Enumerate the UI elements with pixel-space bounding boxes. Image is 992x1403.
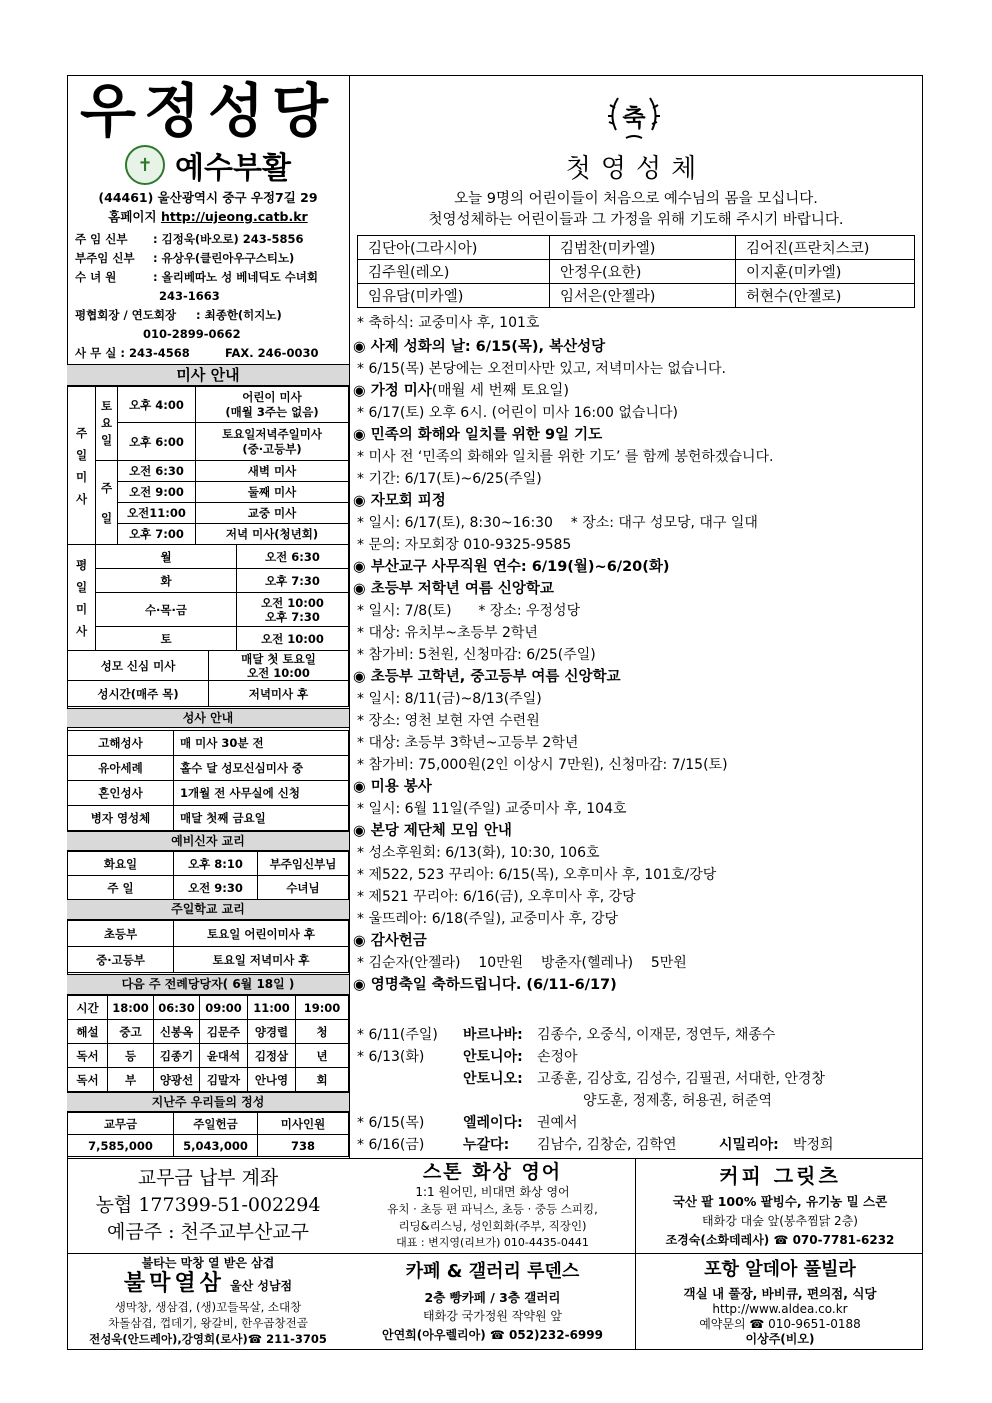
offering-col: 미사인원 bbox=[258, 1113, 349, 1135]
notice-line: * 울뜨레아: 6/18(주일), 교중미사 후, 강당 bbox=[357, 911, 619, 927]
notice-line: * 제522, 523 꾸리아: 6/15(목), 오후미사 후, 101호/강당 bbox=[357, 867, 717, 883]
notice-list bbox=[353, 336, 919, 996]
notice-line: * 대상: 초등부 3학년~고등부 2학년 bbox=[357, 735, 579, 751]
liturgy-cell: 회 bbox=[296, 1068, 349, 1092]
mass-name: 토요일저녁주일미사 (중·고등부) bbox=[196, 423, 349, 461]
notice-line: * 일시: 6월 11일(주일) 교중미사 후, 104호 bbox=[357, 801, 627, 817]
catechumen-header: 예비신자 교리 bbox=[67, 831, 349, 851]
sunday-label: 주 일 bbox=[96, 461, 118, 545]
notice-line: * 6/15(목) 본당에는 오전미사만 있고, 저녁미사는 없습니다. bbox=[357, 361, 726, 377]
sacrament-label: 병자 영성체 bbox=[68, 806, 174, 831]
celebration-badge bbox=[604, 90, 664, 144]
holy-hour-time: 저녁미사 후 bbox=[209, 681, 349, 707]
notice-line: * 대상: 유치부~초등부 2학년 bbox=[357, 625, 538, 641]
nameday-list bbox=[357, 1024, 917, 1156]
liturgy-cell: 김정삼 bbox=[248, 1044, 296, 1068]
child-name: 김단아(그라시아) bbox=[358, 236, 550, 260]
catechumen-teacher: 부주임신부님 bbox=[258, 852, 349, 876]
catechumen-time: 오후 8:10 bbox=[174, 852, 258, 876]
notice-heading: ◉ 가정 미사(매월 세 번째 토요일) bbox=[353, 383, 569, 399]
weekday: 수·목·금 bbox=[96, 593, 237, 627]
tithe-account-box bbox=[67, 1160, 349, 1252]
tithe-holder: 예금주 : 천주교부산교구 bbox=[106, 1221, 310, 1243]
liturgy-col: 09:00 bbox=[200, 996, 248, 1020]
ad-cafe-contact: 안연희(아우렐리아) ☎ 052)232-6999 bbox=[382, 1328, 603, 1342]
ad-bulmak-title-row bbox=[67, 1271, 349, 1299]
weekday: 화 bbox=[96, 569, 237, 593]
liturgy-cell: 김문주 bbox=[200, 1020, 248, 1044]
notice-line: * 장소: 영천 보현 자연 수련원 bbox=[357, 713, 540, 729]
mass-name: 새벽 미사 bbox=[196, 461, 349, 482]
weekday-mass-table bbox=[67, 544, 349, 651]
school-level: 초등부 bbox=[68, 921, 174, 947]
ad-english bbox=[350, 1160, 635, 1252]
mass-time: 오전 6:30 bbox=[118, 461, 196, 482]
ad-bulmak-contact: 전성욱(안드레아),강영희(로사)☎ 211-3705 bbox=[89, 1332, 327, 1346]
communion-intro-2: 첫영성체하는 어린이들과 그 가정을 위해 기도해 주시기 바랍니다. bbox=[428, 212, 844, 228]
notice-line: * 일시: 6/17(토), 8:30~16:30 * 장소: 대구 성모당, 대구 일대 bbox=[357, 515, 758, 531]
ad-pool-line: 객실 내 풀장, 바비큐, 편의점, 식당 bbox=[683, 1286, 877, 1301]
catechumen-table bbox=[67, 851, 349, 900]
liturgy-cell: 청 bbox=[296, 1020, 349, 1044]
child-name: 이지훈(미카엘) bbox=[736, 260, 915, 284]
notice-heading: ◉ 감사헌금 bbox=[353, 933, 427, 949]
sacrament-label: 혼인성사 bbox=[68, 781, 174, 806]
ad-bulmak-branch: 울산 성남점 bbox=[229, 1279, 293, 1293]
ad-english-contact: 대표 : 변지영(리브가) 010-4435-0441 bbox=[396, 1236, 589, 1249]
liturgy-cell: 년 bbox=[296, 1044, 349, 1068]
badge-text: 축 bbox=[622, 104, 646, 132]
bullet-icon: ◉ bbox=[353, 493, 371, 509]
school-level: 중·고등부 bbox=[68, 947, 174, 973]
liturgy-col: 18:00 bbox=[108, 996, 154, 1020]
liturgy-cell: 독서 bbox=[68, 1068, 108, 1092]
notice-line: * 제521 꾸리아: 6/16(금), 오후미사 후, 강당 bbox=[357, 889, 636, 905]
liturgy-table bbox=[67, 995, 349, 1092]
sacrament-label: 고해성사 bbox=[68, 731, 174, 756]
parish-name: 우정성당 bbox=[79, 77, 337, 145]
sacrament-value: 매달 첫째 금요일 bbox=[174, 806, 349, 831]
child-name: 김주원(레오) bbox=[358, 260, 550, 284]
bullet-icon: ◉ bbox=[353, 383, 371, 399]
homepage-label: 홈페이지 bbox=[108, 209, 157, 224]
bullet-icon: ◉ bbox=[353, 339, 371, 355]
mass-name: 어린이 미사 (매월 3주는 없음) bbox=[196, 387, 349, 423]
offering-table bbox=[67, 1112, 349, 1157]
ad-english-title: 스톤 화상 영어 bbox=[422, 1161, 563, 1183]
mass-table bbox=[67, 386, 349, 545]
ad-pool-phone: 예약문의 ☎ 010-9651-0188 bbox=[699, 1317, 861, 1331]
liturgy-col: 시간 bbox=[68, 996, 108, 1020]
notice-heading: ◉ 자모회 피정 bbox=[353, 493, 446, 509]
weekday-time: 오전 10:00 bbox=[237, 627, 349, 651]
ad-pool-title: 포항 알데아 풀빌라 bbox=[704, 1259, 856, 1280]
staff-row: 평협회장 / 연도회장 : 최종한(히지노) bbox=[75, 308, 282, 322]
notice-line: * 참가비: 75,000원(2인 이상시 7만원), 신청마감: 7/15(토) bbox=[357, 757, 728, 773]
ad-english-line: 1:1 원어민, 비대면 화상 영어 bbox=[415, 1185, 570, 1199]
mass-time: 오전11:00 bbox=[118, 503, 196, 524]
ad-cafe-title: 카페 & 갤러리 루덴스 bbox=[405, 1261, 580, 1282]
ad-pool-owner: 이상주(비오) bbox=[745, 1332, 815, 1346]
liturgy-cell: 양광선 bbox=[154, 1068, 200, 1092]
marian-mass-time: 매달 첫 토요일 오전 10:00 bbox=[209, 651, 349, 681]
ad-pool-url[interactable]: http://www.aldea.co.kr bbox=[712, 1302, 848, 1316]
mass-time: 오후 6:00 bbox=[118, 423, 196, 461]
ad-coffee-title: 커피 그릿츠 bbox=[719, 1164, 841, 1188]
ad-bulmak-title: 불막열삼 bbox=[123, 1271, 225, 1296]
liturgy-cell: 신봉옥 bbox=[154, 1020, 200, 1044]
liturgy-cell: 김종기 bbox=[154, 1044, 200, 1068]
school-time: 토요일 저녁미사 후 bbox=[174, 947, 349, 973]
liturgy-cell: 독서 bbox=[68, 1044, 108, 1068]
tithe-account: 농협 177399-51-002294 bbox=[95, 1194, 321, 1216]
holy-hour-label: 성시간(매주 목) bbox=[68, 681, 209, 707]
liturgy-cell: 김말자 bbox=[200, 1068, 248, 1092]
offering-header: 지난주 우리들의 정성 bbox=[67, 1092, 349, 1112]
ad-poolvilla bbox=[637, 1255, 923, 1350]
sunday-mass-label: 주 일 미 사 bbox=[68, 387, 96, 545]
liturgy-cell: 중고 bbox=[108, 1020, 154, 1044]
offering-value: 5,043,000 bbox=[174, 1135, 258, 1157]
ad-bulmak-tagline: 불타는 막창 열 받은 삼겹 bbox=[141, 1256, 275, 1270]
bullet-icon: ◉ bbox=[353, 977, 371, 993]
staff-list bbox=[75, 230, 345, 363]
sacrament-header: 성사 안내 bbox=[67, 708, 349, 728]
ad-coffee bbox=[637, 1160, 923, 1252]
ad-english-line: 유치 · 초등 편 파닉스, 초등 · 중등 스피킹, bbox=[387, 1202, 598, 1216]
sacrament-table bbox=[67, 730, 349, 831]
offering-col: 주일헌금 bbox=[174, 1113, 258, 1135]
marian-mass-label: 성모 신심 미사 bbox=[68, 651, 209, 681]
liturgy-cell: 등 bbox=[108, 1044, 154, 1068]
liturgy-cell: 안나영 bbox=[248, 1068, 296, 1092]
staff-row: 010-2899-0662 bbox=[143, 327, 241, 341]
weekday-time: 오전 10:00 오후 7:30 bbox=[237, 593, 349, 627]
homepage-link[interactable]: http://ujeong.catb.kr bbox=[160, 209, 308, 224]
bullet-icon: ◉ bbox=[353, 427, 371, 443]
ad-coffee-contact: 조경숙(소화데레사) ☎ 070-7781-6232 bbox=[665, 1233, 895, 1247]
school-time: 토요일 어린이미사 후 bbox=[174, 921, 349, 947]
notice-heading: ◉ 민족의 화해와 일치를 위한 9일 기도 bbox=[353, 427, 603, 443]
nameday-row: 양도훈, 정제홍, 허용권, 허준역 bbox=[583, 1093, 772, 1109]
liturgy-col: 11:00 bbox=[248, 996, 296, 1020]
weekday: 월 bbox=[96, 545, 237, 569]
staff-row: 243-1663 bbox=[159, 289, 220, 303]
nameday-row: * 6/13(화) 안토니아: 손정아 bbox=[357, 1049, 578, 1065]
mass-time: 오전 9:00 bbox=[118, 482, 196, 503]
nameday-row: * 6/16(금) 누갈다: 김남수, 김창순, 김학연 시밀리아: 박정희 bbox=[357, 1137, 834, 1153]
ad-cafe-line: 태화강 국가정원 작약원 앞 bbox=[423, 1309, 562, 1323]
catechumen-teacher: 수녀님 bbox=[258, 876, 349, 900]
notice-heading: ◉ 본당 제단체 모임 안내 bbox=[353, 823, 512, 839]
bullet-icon: ◉ bbox=[353, 669, 371, 685]
nameday-row: * 6/11(주일) 바르나바: 김종수, 오중식, 이재문, 정연두, 채종수 bbox=[357, 1027, 776, 1043]
liturgy-cell: 윤대석 bbox=[200, 1044, 248, 1068]
child-name: 임유담(미카엘) bbox=[358, 284, 550, 308]
notice-heading: ◉ 영명축일 축하드립니다. (6/11-6/17) bbox=[353, 977, 617, 993]
tithe-title: 교무금 납부 계좌 bbox=[137, 1167, 279, 1189]
notice-heading: ◉ 사제 성화의 날: 6/15(목), 복산성당 bbox=[353, 339, 606, 355]
bullet-icon: ◉ bbox=[353, 559, 371, 575]
staff-row: 주 임 신부 : 김정욱(바오로) 243-5856 bbox=[75, 232, 304, 246]
notice-line: * 6/17(토) 오후 6시. (어린이 미사 16:00 없습니다) bbox=[357, 405, 678, 421]
weekday-mass-label: 평 일 미 사 bbox=[68, 545, 96, 651]
ads-divider bbox=[635, 1158, 636, 1350]
notice-line: * 기간: 6/17(토)~6/25(주일) bbox=[357, 471, 542, 487]
notice-line: * 일시: 8/11(금)~8/13(주일) bbox=[357, 691, 542, 707]
address: (44461) 울산광역시 중구 우정7길 29 bbox=[98, 190, 318, 205]
ad-cafe bbox=[350, 1255, 635, 1350]
ad-bulmak bbox=[67, 1255, 349, 1350]
communion-children-table bbox=[357, 235, 915, 308]
child-name: 김어진(프란치스코) bbox=[736, 236, 915, 260]
bullet-icon: ◉ bbox=[353, 779, 371, 795]
notice-line: * 참가비: 5천원, 신청마감: 6/25(주일) bbox=[357, 647, 596, 663]
liturgy-cell: 양경렬 bbox=[248, 1020, 296, 1044]
bullet-icon: ◉ bbox=[353, 581, 371, 597]
notice-line: * 미사 전 ‘민족의 화해와 일치를 위한 기도’ 를 함께 봉헌하겠습니다. bbox=[357, 449, 774, 465]
notice-heading: ◉ 초등부 저학년 여름 신앙학교 bbox=[353, 581, 554, 597]
sunday-school-table bbox=[67, 920, 349, 973]
bullet-icon: ◉ bbox=[353, 933, 371, 949]
homepage-line bbox=[67, 207, 349, 225]
liturgy-cell: 해설 bbox=[68, 1020, 108, 1044]
notice-heading: ◉ 미용 봉사 bbox=[353, 779, 432, 795]
offering-value: 738 bbox=[258, 1135, 349, 1157]
mass-name: 둘째 미사 bbox=[196, 482, 349, 503]
liturgy-header: 다음 주 전례당당자( 6월 18일 ) bbox=[67, 974, 349, 995]
slogan-row bbox=[67, 143, 349, 187]
communion-title: 첫영성체 bbox=[565, 154, 707, 184]
ad-coffee-line: 태화강 대숲 앞(봉추찜닭 2층) bbox=[702, 1214, 858, 1228]
liturgy-col: 06:30 bbox=[154, 996, 200, 1020]
mass-name: 저녁 미사(청년회) bbox=[196, 524, 349, 545]
catechumen-day: 주 일 bbox=[68, 876, 174, 900]
staff-row: 부주임 신부 : 유상우(클린아우구스티노) bbox=[75, 251, 295, 265]
offering-value: 7,585,000 bbox=[68, 1135, 174, 1157]
notice-line: * 성소후원회: 6/13(화), 10:30, 106호 bbox=[357, 845, 600, 861]
bullet-icon: ◉ bbox=[353, 823, 371, 839]
nameday-row: * 6/15(목) 엘레이다: 권예서 bbox=[357, 1115, 578, 1131]
office-row: 사 무 실 : 243-4568 FAX. 246-0030 bbox=[75, 346, 319, 360]
liturgy-col: 19:00 bbox=[296, 996, 349, 1020]
weekday-time: 오후 7:30 bbox=[237, 569, 349, 593]
slogan: 예수부활 bbox=[175, 151, 291, 186]
communion-party: * 축하식: 교중미사 후, 101호 bbox=[357, 315, 540, 331]
ad-bulmak-menu: 차돌삼겹, 껍데기, 왕갈비, 한우곱창전골 bbox=[108, 1316, 308, 1330]
offering-col: 교무금 bbox=[68, 1113, 174, 1135]
sacrament-value: 홀수 달 성모신심미사 중 bbox=[174, 756, 349, 781]
ads-divider bbox=[67, 1158, 923, 1159]
weekday: 토 bbox=[96, 627, 237, 651]
child-name: 허현수(안젤로) bbox=[736, 284, 915, 308]
catechumen-time: 오전 9:30 bbox=[174, 876, 258, 900]
weekday-time: 오전 6:30 bbox=[237, 545, 349, 569]
sacrament-label: 유아세례 bbox=[68, 756, 174, 781]
liturgy-cell: 부 bbox=[108, 1068, 154, 1092]
mass-time: 오후 4:00 bbox=[118, 387, 196, 423]
notice-line: * 김순자(안젤라) 10만원 방춘자(헬레나) 5만원 bbox=[357, 955, 687, 971]
nameday-row: 안토니오: 고종훈, 김상호, 김성수, 김필권, 서대한, 안경창 bbox=[463, 1071, 825, 1087]
notice-line: * 문의: 자모회장 010-9325-9585 bbox=[357, 537, 572, 553]
ad-coffee-line: 국산 팥 100% 팥빙수, 유기농 밀 스콘 bbox=[672, 1194, 888, 1209]
mass-guide-header: 미사 안내 bbox=[67, 364, 349, 386]
mass-time: 오후 7:00 bbox=[118, 524, 196, 545]
catechumen-day: 화요일 bbox=[68, 852, 174, 876]
sacrament-value: 매 미사 30분 전 bbox=[174, 731, 349, 756]
parish-logo-icon: ✝ bbox=[125, 145, 165, 185]
saturday-label: 토 요 일 bbox=[96, 387, 118, 461]
child-name: 안정우(요한) bbox=[550, 260, 736, 284]
notice-heading: ◉ 부산교구 사무직원 연수: 6/19(월)~6/20(화) bbox=[353, 559, 670, 575]
staff-row: 수 녀 원 : 올리베따노 성 베네딕도 수녀회 bbox=[75, 270, 319, 284]
ad-bulmak-menu: 생막창, 생삼겹, (생)꼬들목살, 소대창 bbox=[114, 1300, 302, 1314]
sunday-school-header: 주일학교 교리 bbox=[67, 899, 349, 920]
communion-intro-1: 오늘 9명의 어린이들이 처음으로 예수님의 몸을 모십니다. bbox=[454, 191, 818, 207]
notice-line: * 일시: 7/8(토) * 장소: 우정성당 bbox=[357, 603, 581, 619]
ads-divider bbox=[67, 1253, 923, 1254]
ad-english-line: 리딩&리스닝, 성인회화(주부, 직장인) bbox=[398, 1219, 587, 1233]
sacrament-value: 1개월 전 사무실에 신청 bbox=[174, 781, 349, 806]
ad-cafe-line: 2층 빵카페 / 3층 갤러리 bbox=[424, 1290, 561, 1305]
child-name: 임서은(안젤라) bbox=[550, 284, 736, 308]
child-name: 김범찬(미카엘) bbox=[550, 236, 736, 260]
devotion-table bbox=[67, 650, 349, 707]
mass-name: 교중 미사 bbox=[196, 503, 349, 524]
notice-heading: ◉ 초등부 고학년, 중고등부 여름 신앙학교 bbox=[353, 669, 621, 685]
